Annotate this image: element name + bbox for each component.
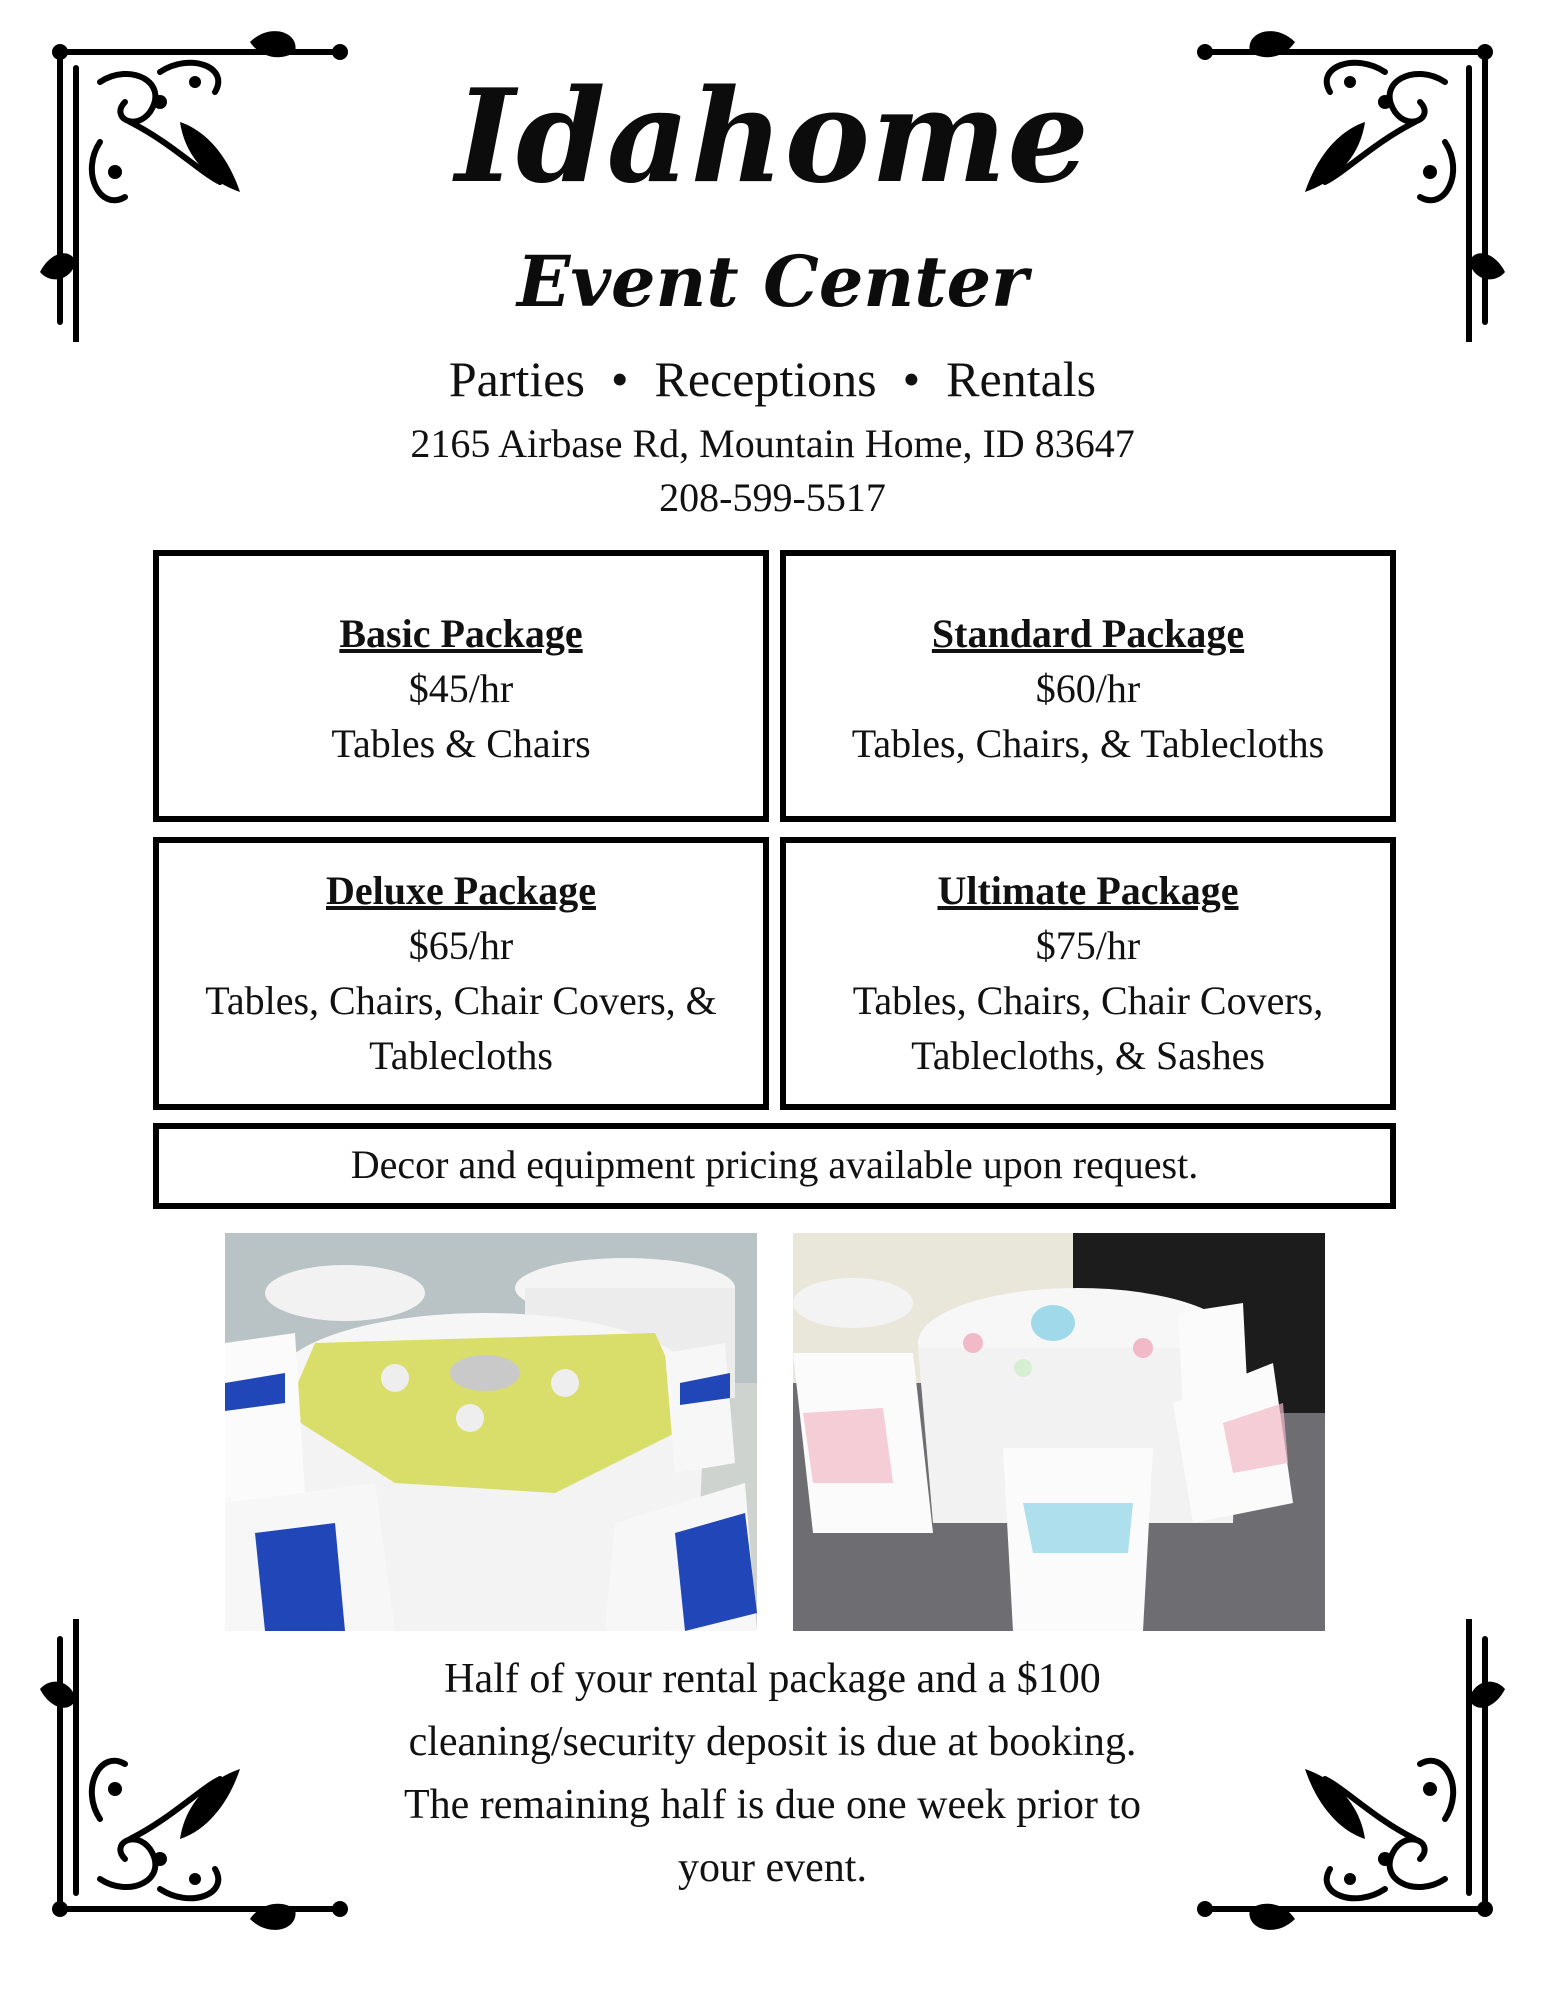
package-name: Ultimate Package — [937, 868, 1239, 913]
deposit-line: The remaining half is due one week prior to — [403, 1782, 1142, 1828]
package-details: Tables, Chairs, Chair Covers, & — [205, 978, 717, 1023]
package-price: $60/hr — [1035, 666, 1141, 711]
services-tagline — [0, 350, 1545, 408]
package-name: Deluxe Package — [326, 868, 596, 913]
package-card-deluxe — [153, 837, 769, 1110]
deposit-line: cleaning/security deposit is due at booking. — [408, 1719, 1137, 1765]
package-details-cont: Tablecloths — [369, 1033, 553, 1078]
deposit-line: your event. — [678, 1845, 867, 1891]
venue-address: 2165 Airbase Rd, Mountain Home, ID 83647 — [410, 421, 1135, 466]
package-price: $45/hr — [408, 666, 514, 711]
venue-phone: 208-599-5517 — [659, 475, 886, 520]
package-details: Tables, Chairs, Chair Covers, — [852, 978, 1324, 1023]
package-card-basic — [153, 550, 769, 822]
photo-pastel-table-setting — [793, 1233, 1325, 1631]
package-name: Standard Package — [931, 611, 1245, 656]
package-details: Tables, Chairs, & Tablecloths — [851, 721, 1325, 766]
separator-dot: • — [902, 351, 921, 407]
package-name: Basic Package — [339, 611, 583, 656]
venue-title: Idahome — [455, 62, 1090, 212]
photo-yellow-table-setting — [225, 1233, 757, 1631]
package-card-ultimate — [780, 837, 1396, 1110]
package-card-standard — [780, 550, 1396, 822]
pricing-note: Decor and equipment pricing available upon request. — [153, 1123, 1396, 1209]
venue-subtitle: Event Center — [516, 240, 1029, 323]
package-details: Tables & Chairs — [331, 721, 591, 766]
package-price: $65/hr — [408, 923, 514, 968]
separator-dot: • — [610, 351, 629, 407]
deposit-policy — [250, 1648, 1295, 1900]
package-details-cont: Tablecloths, & Sashes — [911, 1033, 1265, 1078]
deposit-line: Half of your rental package and a $100 — [444, 1656, 1101, 1702]
service-rentals: Rentals — [946, 351, 1097, 407]
service-receptions: Receptions — [654, 351, 877, 407]
package-price: $75/hr — [1035, 923, 1141, 968]
service-parties: Parties — [448, 351, 585, 407]
